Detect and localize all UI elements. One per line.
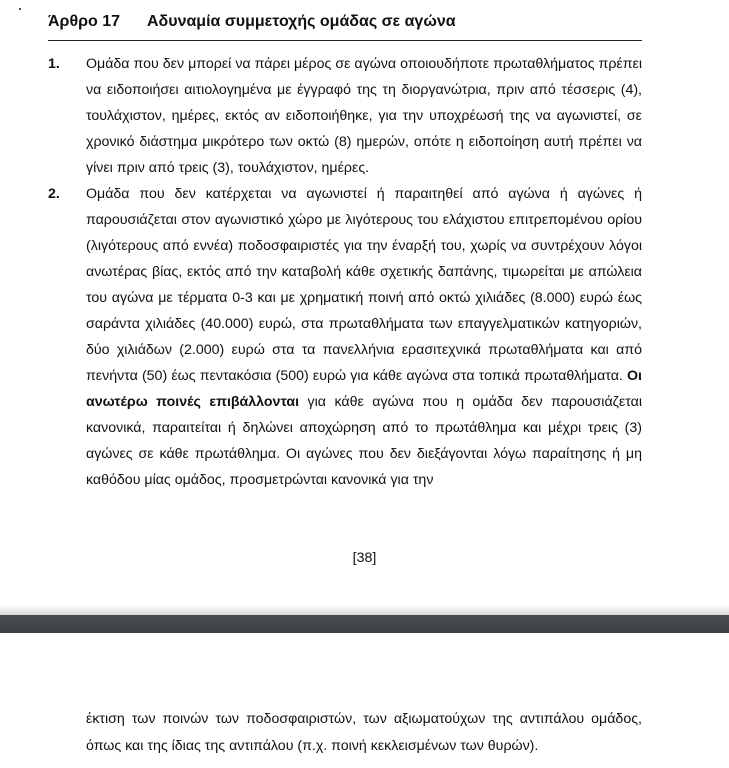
paragraph-1 — [48, 51, 642, 181]
paragraph-text — [86, 181, 642, 493]
article-number: Άρθρο 17 — [48, 13, 121, 30]
paragraph-number: 1. — [48, 56, 60, 72]
continuation-text: έκτιση των ποινών των ποδοσφαιριστών, των αξιωματούχων της αντιπάλου ομάδος, όπως και της ίδιας της αντιπάλου (π.χ. ποινή κεκλεισμένων των θυρών). — [86, 711, 642, 754]
article-title: Αδυναμία συμμετοχής ομάδας σε αγώνα — [147, 13, 456, 30]
paragraph-number: 2. — [48, 186, 60, 202]
margin-mark — [19, 8, 21, 10]
article-heading — [48, 12, 642, 41]
paragraph-text: Ομάδα που δεν μπορεί να πάρει μέρος σε αγώνα οποιουδήποτε πρωταθλήματος πρέπει να ειδοποιήσει αιτιολογημένα με έγγραφό της τη διοργανώτρια, πριν από τέσσερις (4), τουλάχιστον, ημέρες, εκτός αν ειδοποιήθηκε, για την υποχρέωσή της να αγωνιστεί, σε χρονικό διάστημα μικρότερο των οκτώ (8) ημερών, οπότε η ειδοποίηση αυτή πρέπει να γίνει πριν από τρεις (3), τουλάχιστον, ημέρες. — [86, 56, 642, 176]
paragraph-bold-text: Οι ανωτέρω ποινές επιβάλλονται — [86, 368, 642, 410]
page-number: [38] — [352, 550, 377, 566]
paragraph-text-part-a: Ομάδα που δεν κατέρχεται να αγωνιστεί ή παραιτηθεί από αγώνα ή αγώνες ή παρουσιάζεται στον αγωνιστικό χώρο με λιγότερους του ελάχιστου επιτρεπομένου ορίου (λιγότερους από εννέα) ποδοσφαιριστές για την έναρξή του, χωρίς να συντρέχουν λόγοι ανωτέρας βίας, εκτός από την καταβολή κάθε σχετικής δαπάνης, τιμωρείται με απώλεια του αγώνα με τέρματα 0-3 και με χρηματική ποινή από οκτώ χιλιάδες (8.000) ευρώ έως σαράντα χιλιάδες (40.000) ευρώ, στα πρωταθλήματα των επαγγελματικών κατηγοριών, δύο χιλιάδων (2.000) ευρώ στα τα πανελλήνια ερασιτεχνικά πρωταθλήματα και από πενήντα (50) έως πεντακόσια (500) ευρώ για κάθε αγώνα στα τοπικά πρωταθλήματα. — [86, 186, 642, 384]
paragraph-text-part-b: για κάθε αγώνα που η ομάδα δεν παρουσιάζεται κανονικά, παραιτείται ή δηλώνει αποχώρηση από το πρωτάθλημα και μέχρι τρεις (3) αγώνες σε κάθε πρωτάθλημα. Οι αγώνες που δεν διεξάγονται λόγω παραίτησης ή μη καθόδου μίας ομάδος, προσμετρώνται κανονικά για την — [86, 394, 642, 488]
page-gap-shadow — [0, 605, 729, 615]
page-separator — [0, 615, 729, 633]
paragraph-2 — [48, 181, 642, 493]
